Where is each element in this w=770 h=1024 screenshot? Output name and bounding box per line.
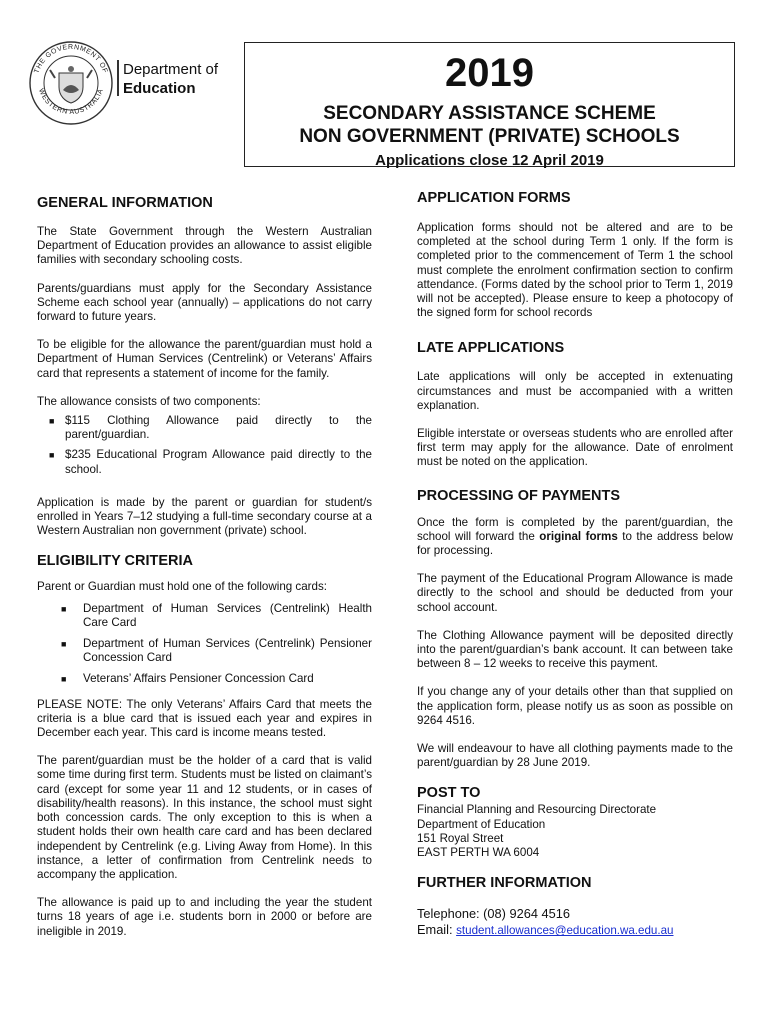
address-line: 151 Royal Street — [417, 831, 504, 845]
eligibility-p3: The allowance is paid up to and including the year the student turns 18 years of age i.e. students born in 2000 or before are ineligible in 2019. — [37, 896, 372, 938]
general-p1: The State Government through the Western Australian Department of Education provides an allowance to assist eligible families with secondary schooling costs. — [37, 225, 372, 267]
late-p1: Late applications will only be accepted in extenuating circumstances and must be accompanied with a written explanation. — [417, 370, 733, 412]
eligibility-heading: ELIGIBILITY CRITERIA — [37, 553, 194, 570]
eligibility-p2: The parent/guardian must be the holder of a card that is valid some time during first term. Students must be listed on claimant’s card (except for some year 11 and 12 students, or in cases of disability/health reasons). In this instance, the school must sight both concession cards. The only exception to this is when a student holds their own health care card and has been declared independent by Centrelink (e.g. Living Away from Home). In this instance, a letter of confirmation from Centrelink needs to accompany the application. — [37, 754, 372, 881]
general-p5: Application is made by the parent or guardian for student/s enrolled in Years 7–12 studying a full-time secondary course at a Western Australian non government (private) school. — [37, 495, 372, 538]
list-item: ■ $235 Educational Program Allowance paid directly to the school. — [49, 448, 372, 476]
list-item: ■ Veterans’ Affairs Pensioner Concession Card — [61, 672, 314, 686]
application-forms-heading: APPLICATION FORMS — [417, 190, 571, 206]
processing-p4: If you change any of your details other than that supplied on the application form, please notify us as soon as possible on 9264 4516. — [417, 685, 733, 727]
right-column — [417, 189, 733, 939]
email-line: Email: student.allowances@education.wa.edu.au — [417, 922, 674, 938]
year-title: 2019 — [445, 51, 534, 95]
post-to-heading: POST TO — [417, 785, 481, 802]
general-p4: The allowance consists of two components: — [37, 394, 261, 408]
late-p2: Eligible interstate or overseas students who are enrolled after first term may apply for the allowance. Date of enrolment must be noted on the application. — [417, 427, 733, 469]
applications-close: Applications close 12 April 2019 — [375, 152, 604, 169]
processing-heading: PROCESSING OF PAYMENTS — [417, 487, 621, 504]
further-information-heading: FURTHER INFORMATION — [417, 875, 592, 892]
left-column — [37, 194, 372, 939]
seal-text-bottom: WESTERN AUSTRALIA — [37, 87, 105, 117]
application-forms-p1: Application forms should not be altered and are to be completed at the school during Term 1 only. If the form is completed prior to the commencement of Term 1 the school must complete the enrolment confirmation section to confirm attendance. (Forms dated by the school prior to Term 1, 2019 will not be accepted). Please ensure to keep a photocopy of the signed form for school records — [417, 221, 733, 320]
logo-dept-line1: Department of — [123, 61, 219, 78]
cards-list — [37, 602, 372, 687]
title-line2: NON GOVERNMENT (PRIVATE) SCHOOLS — [299, 126, 680, 147]
list-item: ■ $115 Clothing Allowance paid directly to the parent/guardian. — [49, 414, 372, 442]
title-box — [244, 42, 735, 167]
government-seal-icon — [28, 40, 114, 126]
list-item: ■ Department of Human Services (Centrelink) Health Care Card — [61, 601, 372, 629]
general-information-heading: GENERAL INFORMATION — [37, 195, 213, 211]
processing-p5: We will endeavour to have all clothing payments made to the parent/guardian by 28 June 2019. — [417, 742, 733, 770]
eligibility-note: PLEASE NOTE: The only Veterans’ Affairs Card that meets the criteria is a blue card that is issued each year and expires in December each year. This card is income means tested. — [37, 697, 372, 740]
processing-p1: Once the form is completed by the parent/guardian, the school will forward the original forms to the address below for processing. — [417, 515, 733, 558]
eligibility-intro: Parent or Guardian must hold one of the following cards: — [37, 580, 328, 594]
department-logo — [28, 38, 238, 128]
processing-p2: The payment of the Educational Program Allowance is made directly to the school and should be deducted from your school account. — [417, 572, 733, 614]
processing-p3: The Clothing Allowance payment will be deposited directly into the parent/guardian’s bank account. It can between take between 8 – 12 weeks to receive this payment. — [417, 628, 733, 671]
telephone: Telephone: (08) 9264 4516 — [417, 906, 570, 922]
logo-divider — [117, 60, 119, 96]
list-item: ■ Department of Human Services (Centrelink) Pensioner Concession Card — [61, 637, 372, 665]
general-p2: Parents/guardians must apply for the Secondary Assistance Scheme each school year (annually) – applications do not carry forward to future years. — [37, 281, 372, 324]
late-applications-heading: LATE APPLICATIONS — [417, 340, 565, 357]
general-p3: To be eligible for the allowance the parent/guardian must hold a Department of Human Services (Centrelink) or Veterans’ Affairs card that represents a statement of income for the family. — [37, 338, 372, 380]
title-line1: SECONDARY ASSISTANCE SCHEME — [323, 103, 656, 124]
logo-dept-line2: Education — [123, 80, 196, 97]
allowance-list — [37, 414, 372, 477]
address-line: Financial Planning and Resourcing Directorate — [417, 803, 657, 817]
address-line: EAST PERTH WA 6004 — [417, 846, 540, 860]
email-link[interactable]: student.allowances@education.wa.edu.au — [456, 924, 674, 938]
address-line: Department of Education — [417, 817, 546, 831]
seal-text-top: THE GOVERNMENT OF — [33, 43, 109, 75]
post-address — [417, 803, 733, 860]
